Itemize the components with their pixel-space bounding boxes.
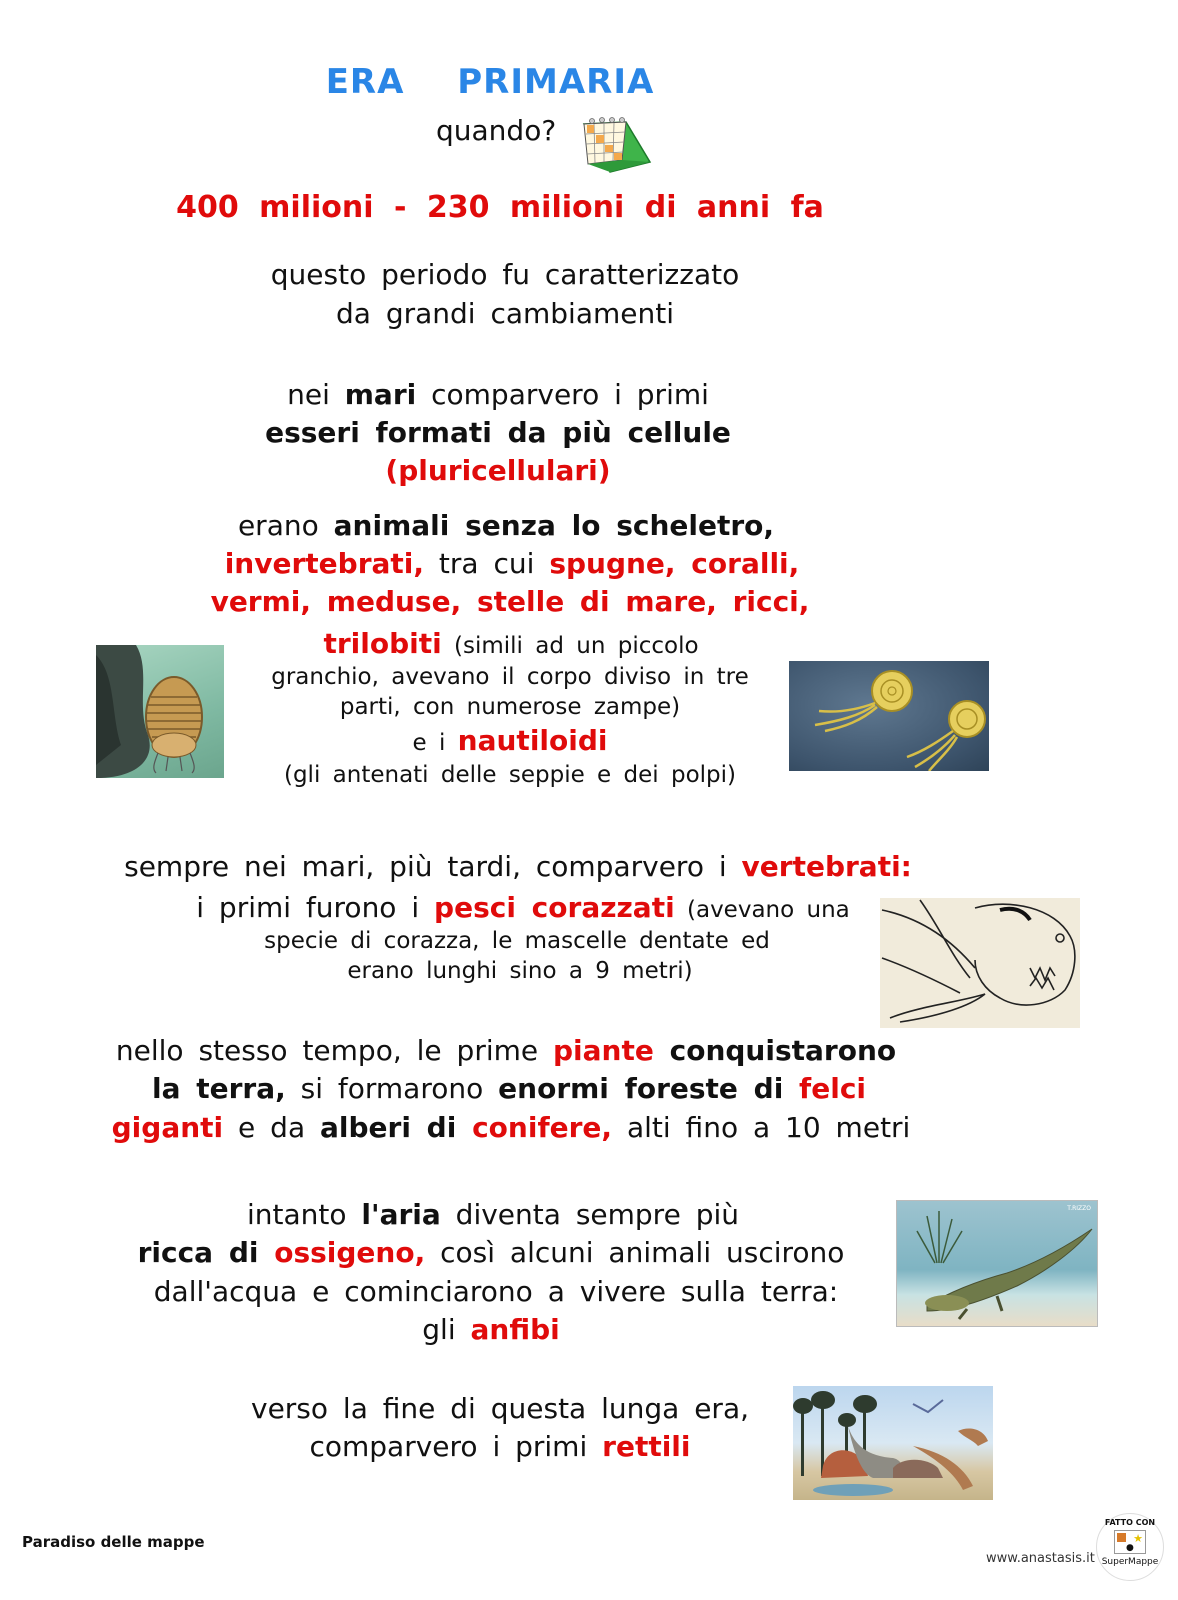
supermappe-logo (1096, 1513, 1164, 1581)
keyword-vertebrati: vertebrati: (741, 850, 912, 883)
keyword-rettili: rettili (602, 1430, 691, 1463)
keyword-ossigeno: ossigeno, (274, 1236, 426, 1269)
plants-line-2: la terra, si formarono enormi foreste di felci (151, 1072, 867, 1105)
trilobite-image (96, 645, 224, 778)
invertebrates-line-2: invertebrati, tra cui spugne, coralli, (224, 547, 800, 580)
nautiloids-image (789, 661, 989, 771)
keyword-felci: felci (783, 1072, 867, 1105)
keyword-giganti: giganti (111, 1111, 224, 1144)
keyword-trilobiti: trilobiti (323, 627, 442, 660)
air-line-3: dall'acqua e cominciarono a vivere sulla terra: (153, 1275, 839, 1308)
title-word-era: ERA (325, 62, 405, 102)
air-line-4: gli anfibi (422, 1313, 560, 1346)
plants-line-3: giganti e da alberi di conifere, alti fino a 10 metri (111, 1111, 911, 1144)
invertebrates-line-7: e i nautiloidi (412, 724, 608, 757)
amphibian-image (896, 1200, 1098, 1327)
vertebrates-line-2: i primi furono i pesci corazzati (avevano una (196, 891, 850, 924)
logo-bottom-text: SuperMappe (1101, 1557, 1159, 1567)
reptiles-line-1: verso la fine di questa lunga era, (251, 1392, 749, 1425)
keyword-piante: piante (553, 1034, 654, 1067)
invertebrates-line-5: granchio, avevano il corpo diviso in tre (271, 664, 749, 690)
time-range: 400 milioni - 230 milioni di anni fa (176, 190, 824, 225)
air-line-2: ricca di ossigeno, così alcuni animali uscirono (137, 1236, 845, 1269)
intro-line-1: questo periodo fu caratterizzato (270, 258, 740, 291)
title-word-primaria: PRIMARIA (457, 62, 655, 102)
question-when: quando? (436, 114, 557, 147)
invertebrates-line-3: vermi, meduse, stelle di mare, ricci, (210, 585, 810, 618)
image-caption: T.RIZZO (1067, 1205, 1091, 1212)
footer-brand: Paradiso delle mappe (22, 1533, 205, 1551)
seas-line-2: esseri formati da più cellule (265, 416, 731, 449)
footer-website-link[interactable]: www.anastasis.it (986, 1551, 1095, 1566)
seas-line-1: nei mari comparvero i primi (287, 378, 709, 411)
logo-icons: ★ ● (1114, 1530, 1146, 1554)
air-line-1: intanto l'aria diventa sempre più (246, 1198, 739, 1231)
keyword-pesci-corazzati: pesci corazzati (434, 891, 675, 924)
keyword-conifere: conifere, (456, 1111, 613, 1144)
vertebrates-line-1: sempre nei mari, più tardi, comparvero i vertebrati: (124, 850, 912, 883)
page-title (0, 62, 980, 102)
reptiles-image (793, 1386, 993, 1500)
keyword-anfibi: anfibi (470, 1313, 560, 1346)
reptiles-line-2: comparvero i primi rettili (309, 1430, 691, 1463)
vertebrates-line-3: specie di corazza, le mascelle dentate ed (264, 928, 770, 954)
armored-fish-image (880, 898, 1080, 1028)
vertebrates-line-4: erano lunghi sino a 9 metri) (347, 958, 693, 984)
keyword-invertebrati: invertebrati, (224, 547, 425, 580)
calendar-icon (580, 116, 652, 178)
intro-line-2: da grandi cambiamenti (335, 297, 675, 330)
invertebrates-line-6: parti, con numerose zampe) (339, 694, 681, 720)
invertebrates-line-8: (gli antenati delle seppie e dei polpi) (283, 762, 736, 788)
keyword-pluricellulari: (pluricellulari) (385, 454, 611, 487)
plants-line-1: nello stesso tempo, le prime piante conquistarono (115, 1034, 897, 1067)
keyword-aria: l'aria (361, 1198, 441, 1231)
logo-top-text: FATTO CON (1104, 1518, 1156, 1527)
keyword-mari: mari (344, 378, 417, 411)
keyword-nautiloidi: nautiloidi (457, 724, 608, 757)
invertebrates-line-1: erano animali senza lo scheletro, (237, 509, 775, 542)
invertebrates-line-4: trilobiti (simili ad un piccolo (323, 627, 699, 660)
